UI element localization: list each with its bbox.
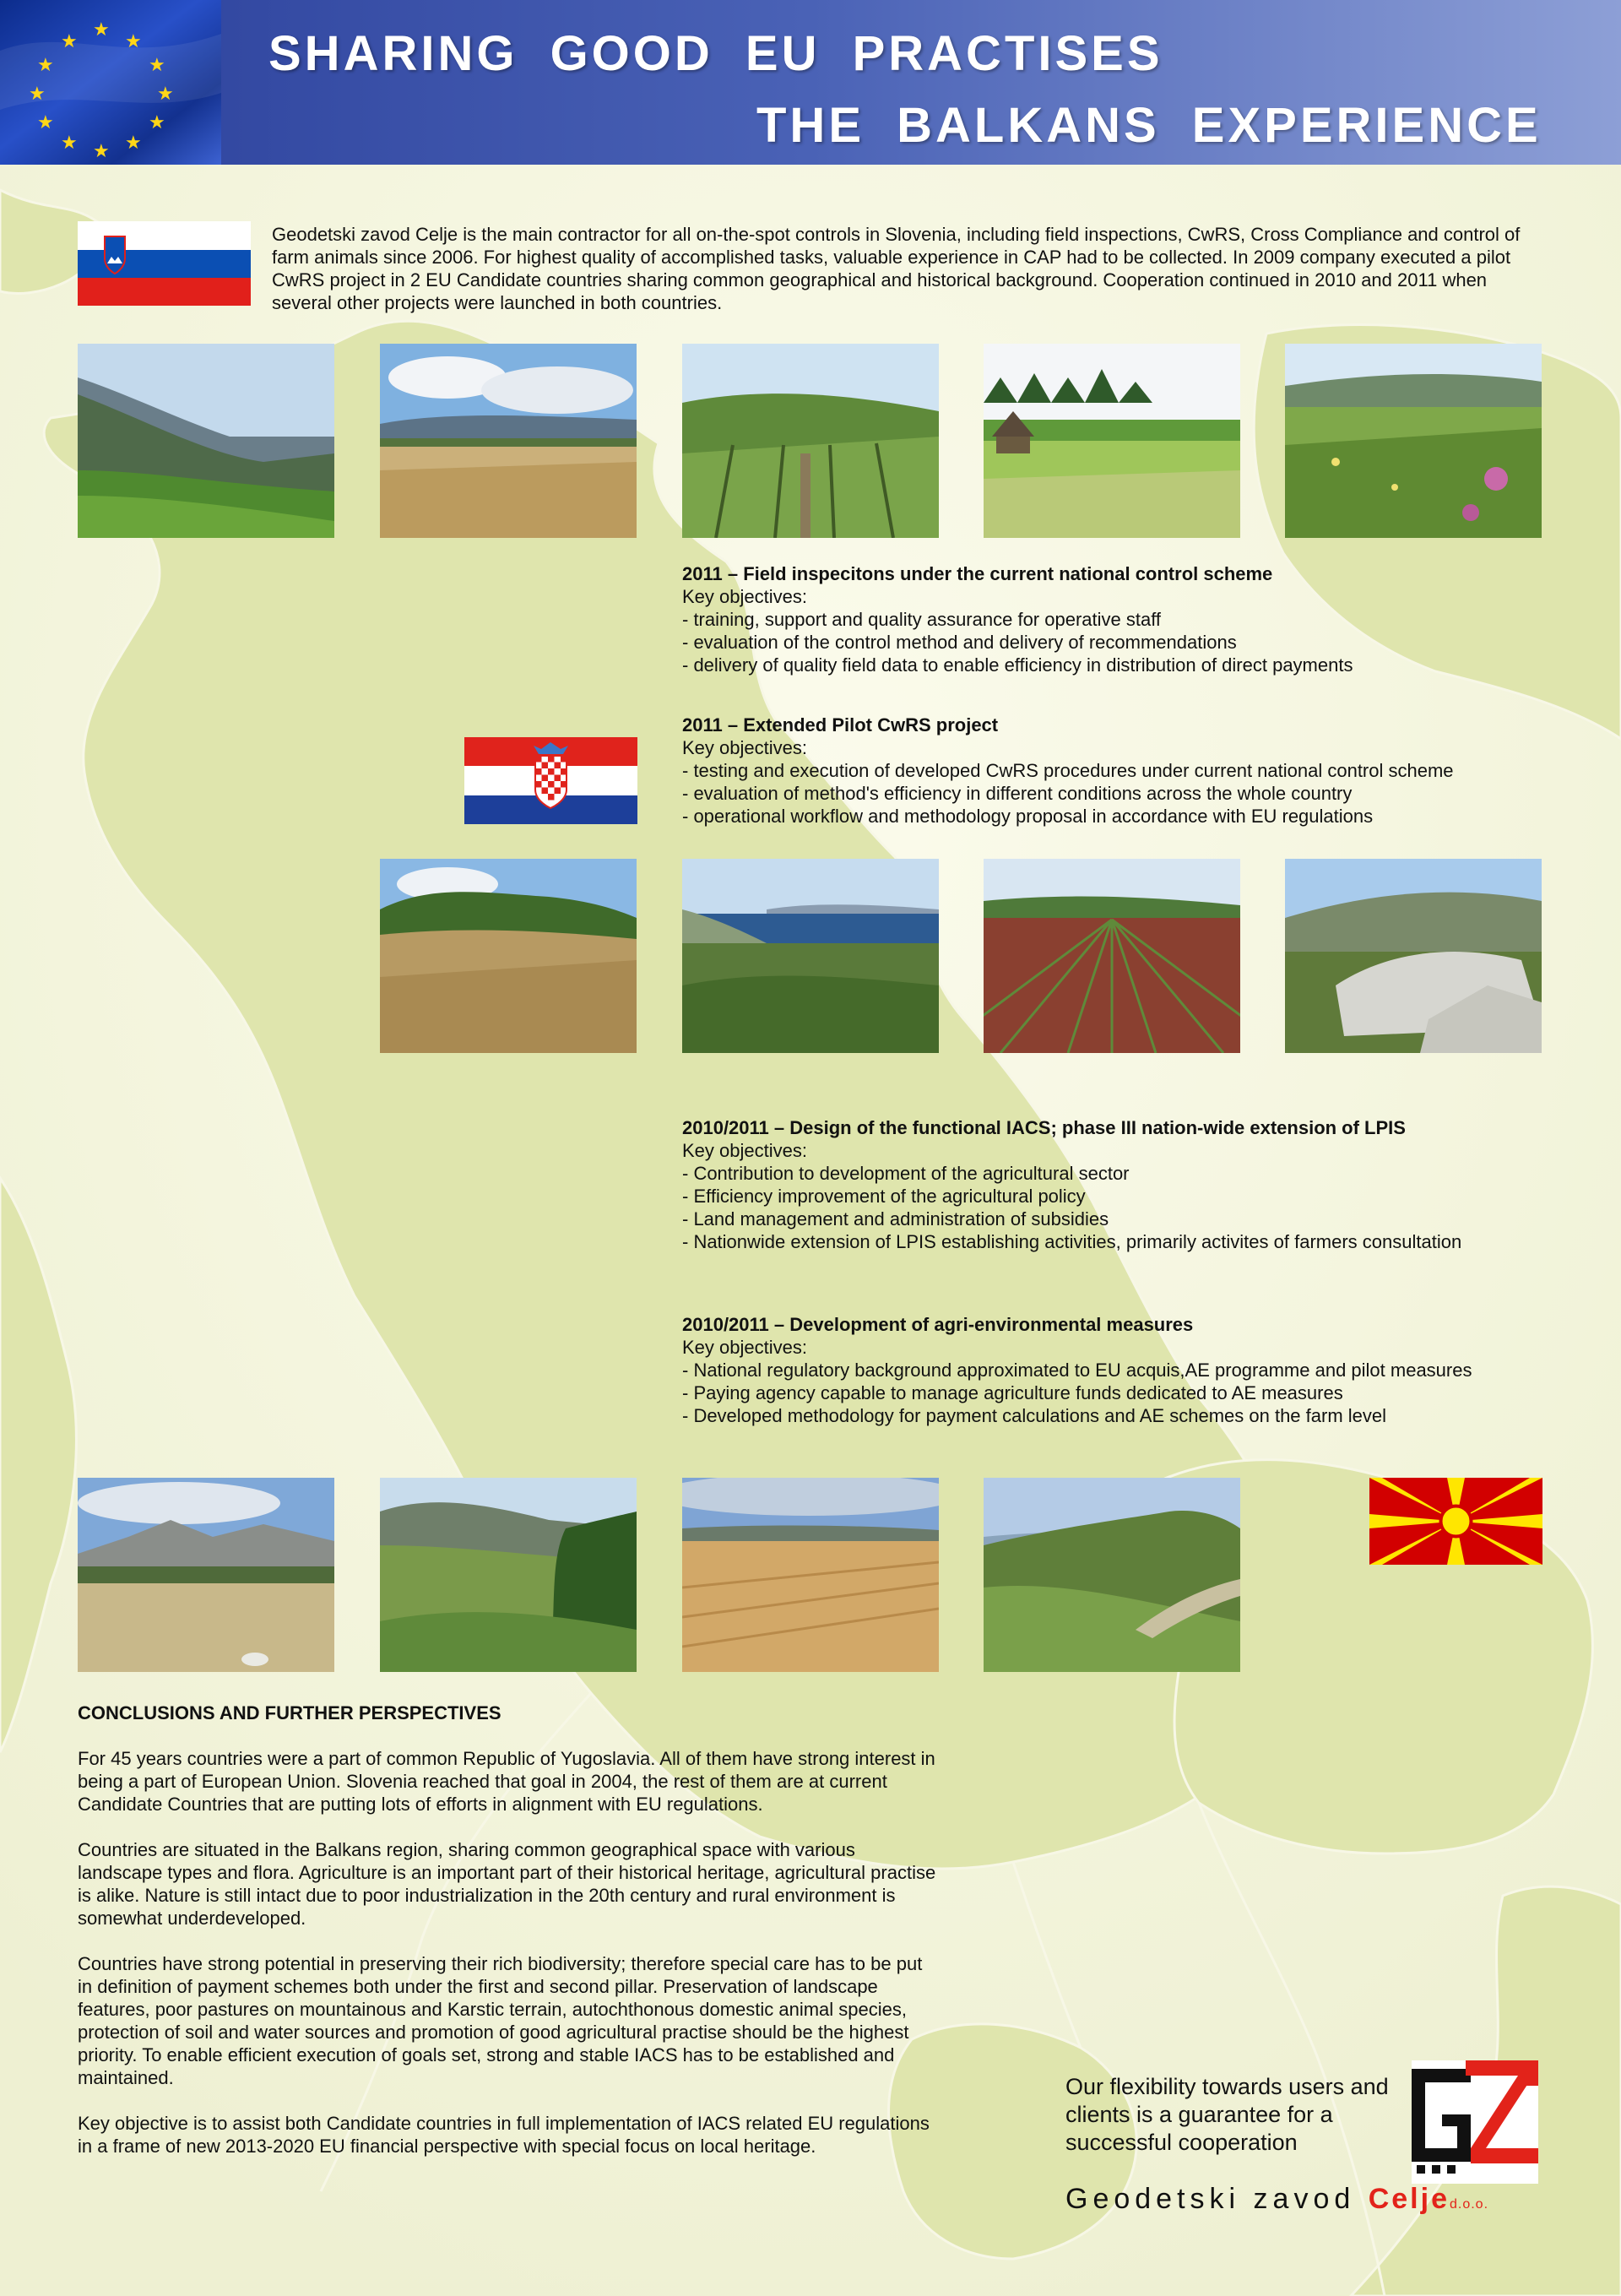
landscape-photo-harvested-field xyxy=(682,1478,939,1672)
section-heading: 2010/2011 – Design of the functional IACS; phase III nation-wide extension of LPIS xyxy=(682,1117,1406,1138)
conclusions-paragraph: Key objective is to assist both Candidate countries in full implementation of IACS related EU regulations in a frame of new 2013-2020 EU financial perspective with special focus on local heritage. xyxy=(78,2113,930,2157)
company-name-part1: Geodetski zavod xyxy=(1065,2183,1356,2215)
slovenia-flag-icon xyxy=(78,221,251,306)
gz-logo-icon xyxy=(1412,2060,1538,2184)
objective-item: - operational workflow and methodology proposal in accordance with EU regulations xyxy=(682,806,1374,827)
eu-flag-icon xyxy=(0,0,221,165)
svg-text:★: ★ xyxy=(93,19,110,41)
section-label: Key objectives: xyxy=(682,1140,807,1161)
svg-text:★: ★ xyxy=(37,55,54,76)
landscape-photo-valley xyxy=(78,344,334,538)
intro-text: Geodetski zavod Celje is the main contractor for all on-the-spot controls in Slovenia, including field inspections, CwRS, Cross Compliance and control of farm animals since 2006. For highest quality of accomplished tasks, valuable experience in CAP had to be collected. In 2009 company executed a pilot CwRS project in 2 EU Candidate countries sharing common geographical and historical background. Cooperation continued in 2010 and 2011 when several other projects were launched in both countries. xyxy=(272,224,1521,313)
landscape-photo-vineyard xyxy=(682,344,939,538)
objective-item: - Developed methodology for payment calculations and AE schemes on the farm level xyxy=(682,1405,1387,1426)
objective-item: - Nationwide extension of LPIS establishing activities, primarily activites of farmers consultation xyxy=(682,1231,1462,1252)
objective-item: - National regulatory background approximated to EU acquis,AE programme and pilot measures xyxy=(682,1360,1472,1381)
svg-text:★: ★ xyxy=(149,55,165,76)
landscape-photo-wheat-field xyxy=(380,344,637,538)
conclusions-section xyxy=(78,1702,939,2180)
section-extended-pilot-cwrs xyxy=(682,714,1569,828)
svg-text:★: ★ xyxy=(157,84,174,105)
objective-item: - evaluation of method's efficiency in different conditions across the whole country xyxy=(682,783,1353,804)
poster-title-line2: THE BALKANS EXPERIENCE xyxy=(756,98,1542,153)
landscape-photo-coast-shrub xyxy=(682,859,939,1053)
svg-text:★: ★ xyxy=(29,84,46,105)
landscape-photo-red-soil-field xyxy=(984,859,1240,1053)
section-functional-iacs xyxy=(682,1116,1569,1253)
landscape-photo-stone-wall xyxy=(1285,859,1542,1053)
objective-item: - testing and execution of developed CwRS procedures under current national control scheme xyxy=(682,760,1454,781)
objective-item: - training, support and quality assurance for operative staff xyxy=(682,609,1162,630)
objective-item: - Land management and administration of subsidies xyxy=(682,1208,1109,1229)
conclusions-paragraph: Countries are situated in the Balkans region, sharing common geographical space with various landscape types and flora. Agriculture is an important part of their historical heritage, agricultural practise is alike. Nature is still intact due to poor industrialization in the 20th century and rural environment is somewhat underdeveloped. xyxy=(78,1839,936,1929)
conclusions-paragraph: Countries have strong potential in preserving their rich biodiversity; therefore special care has to be put in definition of payment schemes both under the first and second pillar. Preservation of landscape features, poor pastures on mountainous and Karstic terrain, autochthonous domestic animal species, protection of soil and water sources and promotion of good agricultural practise should be the highest priority. To enable efficient execution of goals set, strong and stable IACS has to be established and maintained. xyxy=(78,1953,923,2088)
svg-text:★: ★ xyxy=(37,112,54,133)
objective-item: - Contribution to development of the agricultural sector xyxy=(682,1163,1130,1184)
section-heading: 2011 – Extended Pilot CwRS project xyxy=(682,714,999,735)
section-agri-environmental xyxy=(682,1313,1569,1427)
conclusions-heading: CONCLUSIONS AND FURTHER PERSPECTIVES xyxy=(78,1702,501,1723)
company-tagline: Our flexibility towards users and clients is a guarantee for a successful cooperation xyxy=(1065,2074,1389,2155)
section-heading: 2010/2011 – Development of agri-environmental measures xyxy=(682,1314,1194,1335)
objective-item: - delivery of quality field data to enable efficiency in distribution of direct payments xyxy=(682,654,1353,676)
landscape-photo-stubble-field xyxy=(380,859,637,1053)
macedonia-flag-icon xyxy=(1369,1478,1542,1565)
poster-title-line1: SHARING GOOD EU PRACTISES xyxy=(268,26,1163,81)
svg-text:★: ★ xyxy=(61,31,78,52)
landscape-photo-pasture-hills xyxy=(984,1478,1240,1672)
landscape-photo-hay-hut xyxy=(984,344,1240,538)
svg-text:★: ★ xyxy=(61,133,78,154)
svg-text:★: ★ xyxy=(125,133,142,154)
company-name-part2: Celje xyxy=(1368,2183,1450,2215)
section-label: Key objectives: xyxy=(682,737,807,758)
croatia-flag-icon xyxy=(464,737,637,824)
objective-item: - Paying agency capable to manage agriculture funds dedicated to AE measures xyxy=(682,1382,1343,1403)
section-label: Key objectives: xyxy=(682,586,807,607)
svg-text:★: ★ xyxy=(149,112,165,133)
landscape-photo-dry-grassland xyxy=(78,1478,334,1672)
landscape-photo-mountain-valley xyxy=(380,1478,637,1672)
company-suffix: d.o.o. xyxy=(1449,2197,1489,2212)
conclusions-paragraph: For 45 years countries were a part of common Republic of Yugoslavia. All of them have strong interest in being a part of European Union. Slovenia reached that goal in 2004, the rest of them are at current Candidate Countries that are putting lots of efforts in alignment with EU regulations. xyxy=(78,1748,935,1815)
objective-item: - evaluation of the control method and delivery of recommendations xyxy=(682,632,1237,653)
svg-text:★: ★ xyxy=(125,31,142,52)
svg-text:★: ★ xyxy=(93,141,110,162)
section-field-inspections xyxy=(682,562,1569,676)
objective-item: - Efficiency improvement of the agricultural policy xyxy=(682,1186,1086,1207)
header-banner xyxy=(0,0,1621,165)
section-label: Key objectives: xyxy=(682,1337,807,1358)
landscape-photo-meadow-flowers xyxy=(1285,344,1542,538)
company-name xyxy=(1065,2183,1488,2216)
section-heading: 2011 – Field inspecitons under the current national control scheme xyxy=(682,563,1273,584)
